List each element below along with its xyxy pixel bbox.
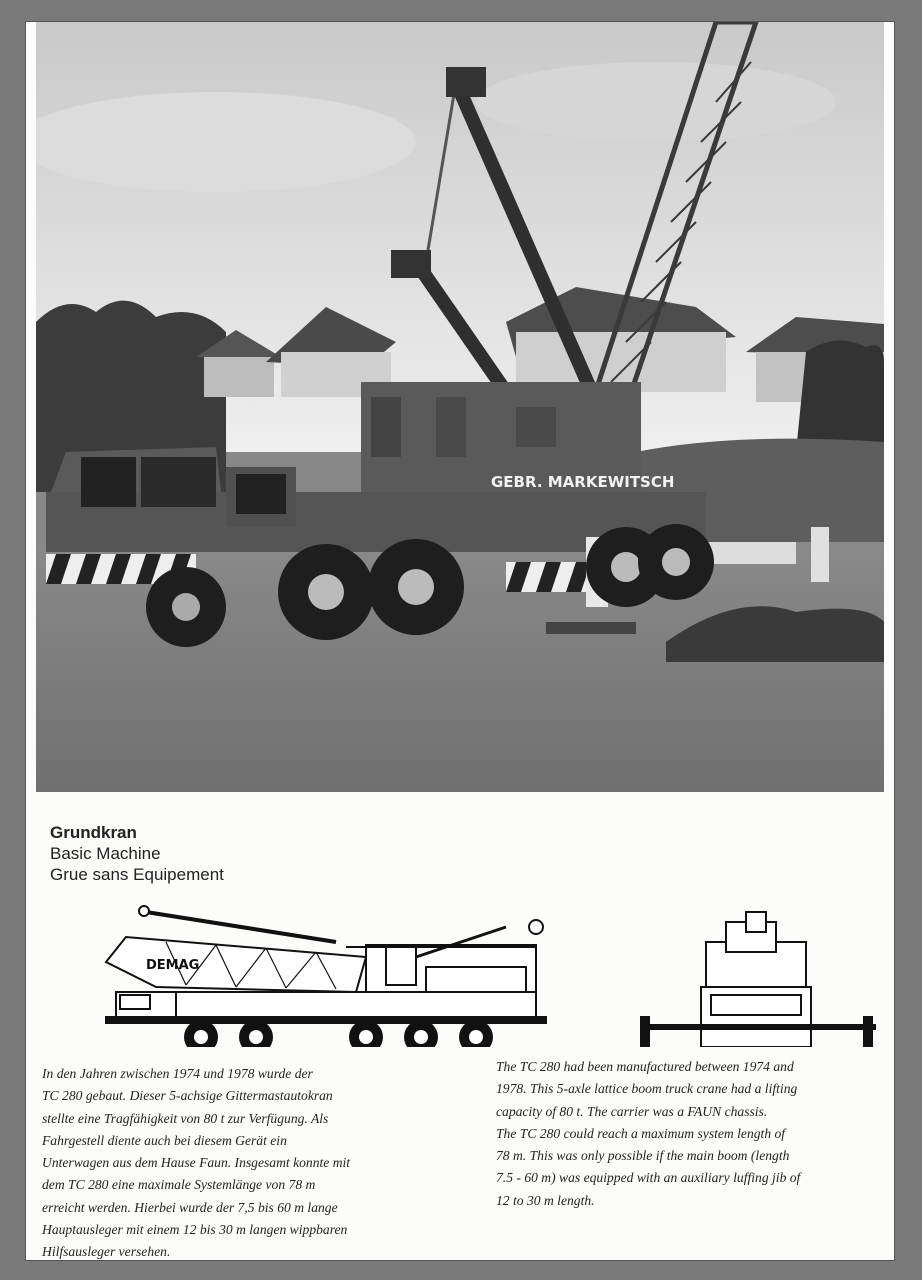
crane-body-lettering: GEBR. MARKEWITSCH [491, 473, 675, 491]
boom-lettering: DEMAG [146, 958, 200, 973]
crane-line-drawings [86, 897, 886, 1052]
description-english: The TC 280 had been manufactured between 1974 and 1978. This 5-axle lattice boom truck crane had a lifting capacity of 80 t. The carrier was a FAUN chassis. The TC 280 could reach a maximum system length of 78 m. This was only possible if the main boom (length 7.5 - 60 m) was equipped with an auxiliary luffing jib of 12 to 30 m length. [496, 1059, 801, 1208]
heading-french: Grue sans Equipement [50, 865, 224, 884]
crane-photo [36, 22, 884, 792]
document-page [26, 22, 894, 1260]
heading-english: Basic Machine [50, 844, 161, 863]
front-view-drawing [641, 912, 876, 1047]
section-heading [50, 822, 224, 885]
heading-german: Grundkran [50, 823, 137, 842]
description-german: In den Jahren zwischen 1974 und 1978 wurde der TC 280 gebaut. Dieser 5-achsige Gittermastautokran stellte eine Tragfähigkeit von 80 t zur Verfügung. Als Fahrgestell diente auch bei diesem Gerät ein Unterwagen aus dem Hause Faun. Insgesamt konnte mit dem TC 280 eine maximale Systemlänge von 78 m erreicht werden. Hierbei wurde der 7,5 bis 60 m lange Hauptausleger mit einem 12 bis 30 m langen wippbaren Hilfsausleger versehen. [42, 1066, 351, 1260]
